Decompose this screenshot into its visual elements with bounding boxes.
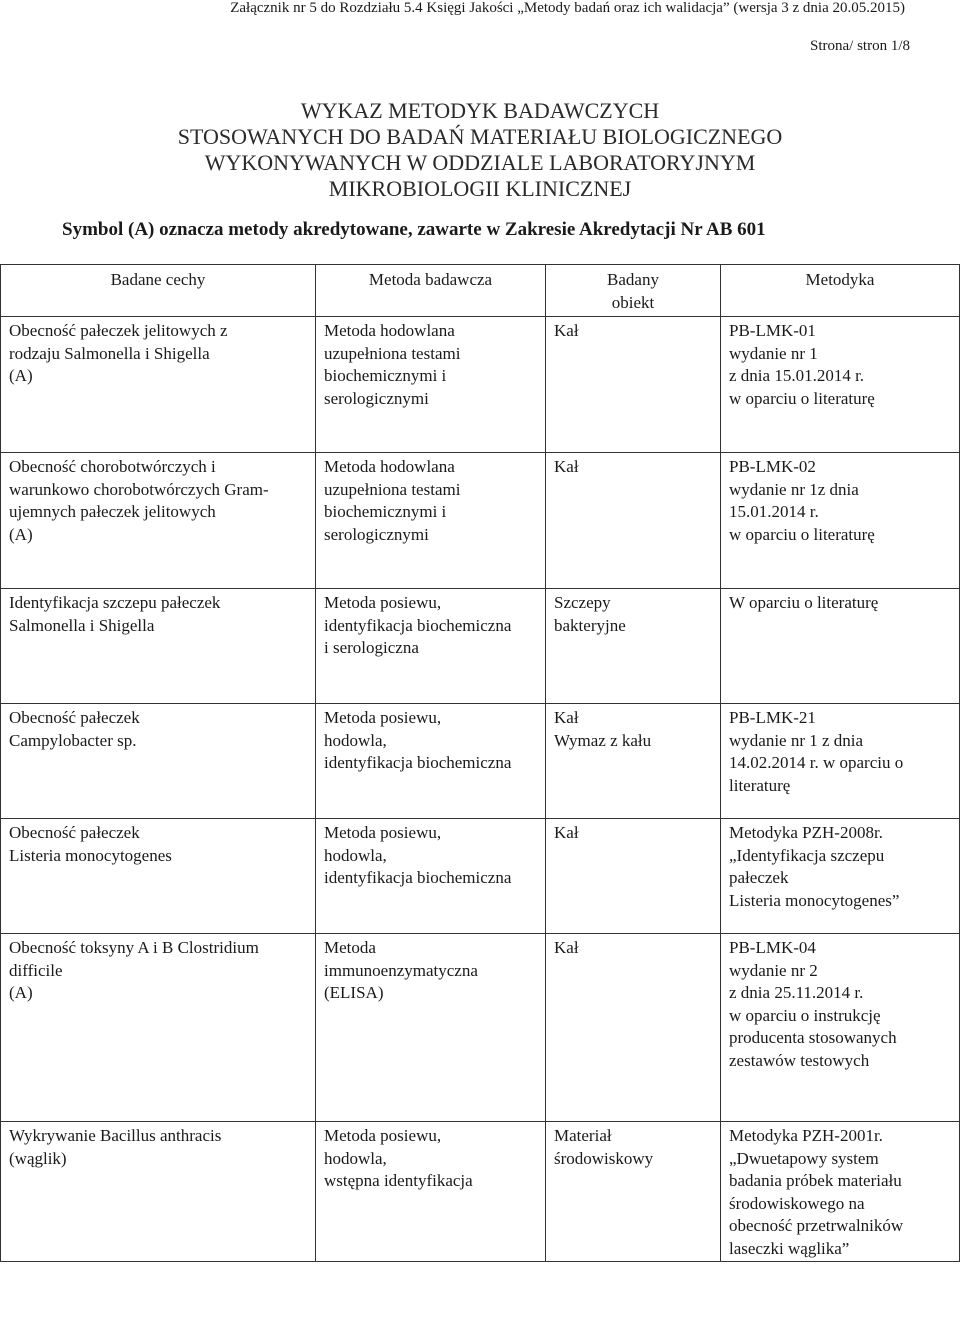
cell-text-line: z dnia 15.01.2014 r. xyxy=(729,366,865,385)
cell-text-line: środowiskowego na xyxy=(729,1193,865,1213)
cell-method xyxy=(316,934,546,1122)
cell-text-line: identyfikacja biochemiczna xyxy=(324,868,512,887)
cell-method xyxy=(316,317,546,453)
cell-text-line: ujemnych pałeczek jelitowych xyxy=(9,502,216,521)
cell-text-line: rodzaju Salmonella i Shigella xyxy=(9,343,210,363)
cell-methodology xyxy=(721,819,960,934)
cell-text-line: zestawów testowych xyxy=(729,1050,870,1070)
title-line: WYKONYWANYCH W ODDZIALE LABORATORYJNYM xyxy=(204,150,756,175)
cell-text-line: w oparciu o literaturę xyxy=(729,524,875,544)
cell-text-line: uzupełniona testami xyxy=(324,479,461,499)
cell-text-line: badania próbek materiału xyxy=(729,1171,902,1190)
accreditation-note: Symbol (A) oznacza metody akredytowane, zawarte w Zakresie Akredytacji Nr AB 601 xyxy=(62,219,766,240)
header-metodyka xyxy=(721,265,960,317)
cell-text-line: literaturę xyxy=(729,775,791,795)
cell-text-line: laseczki wąglika” xyxy=(729,1238,850,1258)
cell-text-line: obecność przetrwalników xyxy=(729,1216,904,1235)
cell-text-line: z dnia 25.11.2014 r. xyxy=(729,983,864,1002)
cell-text-line: Metoda xyxy=(324,938,376,957)
cell-text-line: 15.01.2014 r. xyxy=(729,502,819,521)
document-header: Załącznik nr 5 do Rozdziału 5.4 Księgi Jakości „Metody badań oraz ich walidacja” (wersja 3 z dnia 20.05.2015) xyxy=(230,0,905,16)
cell-text-line: hodowla, xyxy=(324,730,387,750)
cell-feature xyxy=(1,589,316,704)
cell-text-line: Wymaz z kału xyxy=(554,730,652,750)
cell-text-line: hodowla, xyxy=(324,1148,387,1168)
cell-text-line: Identyfikacja szczepu pałeczek xyxy=(9,593,221,612)
cell-text-line: biochemicznymi i xyxy=(324,366,447,385)
header-text: Badany xyxy=(607,270,659,289)
cell-text-line: Listeria monocytogenes” xyxy=(729,890,900,910)
cell-text-line: Listeria monocytogenes xyxy=(9,845,172,865)
table-body xyxy=(1,317,960,1262)
page-number: Strona/ stron 1/8 xyxy=(810,38,910,54)
cell-object xyxy=(546,317,721,453)
cell-method xyxy=(316,704,546,819)
table-row xyxy=(1,819,960,934)
cell-text-line: Metoda posiewu, xyxy=(324,823,442,842)
cell-text-line: Kał xyxy=(554,708,579,727)
cell-text-line: Campylobacter sp. xyxy=(9,730,137,750)
cell-text-line: wstępna identyfikacja xyxy=(324,1171,473,1190)
cell-text-line: bakteryjne xyxy=(554,615,626,635)
header-badane-cechy xyxy=(1,265,316,317)
cell-text-line: wydanie nr 1 xyxy=(729,343,818,363)
cell-text-line: wydanie nr 1z dnia xyxy=(729,479,859,499)
cell-text-line: Metoda hodowlana xyxy=(324,321,455,340)
cell-text-line: środowiskowy xyxy=(554,1148,654,1168)
cell-text-line: uzupełniona testami xyxy=(324,343,461,363)
header-badany-obiekt xyxy=(546,265,721,317)
cell-text-line: Obecność toksyny A i B Clostridium xyxy=(9,938,259,957)
header-text: Metodyka xyxy=(805,270,875,289)
cell-methodology xyxy=(721,1122,960,1262)
cell-object xyxy=(546,1122,721,1262)
table-row xyxy=(1,453,960,589)
cell-text-line: Metoda posiewu, xyxy=(324,708,442,727)
cell-object xyxy=(546,819,721,934)
cell-text-line: Kał xyxy=(554,321,579,340)
cell-feature xyxy=(1,317,316,453)
cell-text-line: Szczepy xyxy=(554,593,611,612)
cell-text-line: serologicznymi xyxy=(324,388,429,408)
header-metoda-badawcza xyxy=(316,265,546,317)
cell-object xyxy=(546,589,721,704)
cell-text-line: Obecność chorobotwórczych i xyxy=(9,457,216,476)
cell-feature xyxy=(1,453,316,589)
cell-method xyxy=(316,1122,546,1262)
methods-table xyxy=(0,264,960,1262)
cell-text-line: identyfikacja biochemiczna xyxy=(324,753,512,772)
cell-method xyxy=(316,453,546,589)
cell-text-line: PB-LMK-01 xyxy=(729,321,816,340)
header-text: obiekt xyxy=(611,292,655,312)
cell-text-line: Metodyka PZH-2001r. xyxy=(729,1126,883,1145)
cell-text-line: immunoenzymatyczna xyxy=(324,960,478,980)
cell-feature xyxy=(1,704,316,819)
cell-text-line: 14.02.2014 r. w oparciu o xyxy=(729,753,904,772)
table-row xyxy=(1,317,960,453)
cell-text-line: (A) xyxy=(9,983,33,1002)
cell-text-line: Kał xyxy=(554,823,579,842)
cell-object xyxy=(546,453,721,589)
table-row xyxy=(1,934,960,1122)
cell-methodology xyxy=(721,317,960,453)
cell-text-line: hodowla, xyxy=(324,845,387,865)
cell-feature xyxy=(1,1122,316,1262)
title-line: MIKROBIOLOGII KLINICZNEJ xyxy=(328,176,632,201)
cell-text-line: Metodyka PZH-2008r. xyxy=(729,823,883,842)
cell-object xyxy=(546,704,721,819)
table-row xyxy=(1,589,960,704)
cell-method xyxy=(316,819,546,934)
cell-methodology xyxy=(721,704,960,819)
cell-text-line: (A) xyxy=(9,366,33,385)
cell-text-line: Metoda hodowlana xyxy=(324,457,455,476)
cell-text-line: PB-LMK-02 xyxy=(729,457,816,476)
cell-text-line: warunkowo chorobotwórczych Gram- xyxy=(9,479,269,499)
cell-text-line: difficile xyxy=(9,960,63,980)
document-title xyxy=(0,98,960,202)
title-line: WYKAZ METODYK BADAWCZYCH xyxy=(300,98,660,123)
cell-text-line: Salmonella i Shigella xyxy=(9,615,155,635)
cell-text-line: wydanie nr 1 z dnia xyxy=(729,730,864,750)
cell-text-line: w oparciu o literaturę xyxy=(729,388,875,408)
cell-text-line: Kał xyxy=(554,457,579,476)
cell-text-line: wydanie nr 2 xyxy=(729,960,818,980)
cell-text-line: (ELISA) xyxy=(324,983,384,1002)
header-text: Badane cechy xyxy=(110,270,206,289)
cell-feature xyxy=(1,819,316,934)
table-row xyxy=(1,704,960,819)
cell-text-line: Wykrywanie Bacillus anthracis xyxy=(9,1126,222,1145)
cell-text-line: Obecność pałeczek xyxy=(9,708,140,727)
cell-text-line: pałeczek xyxy=(729,868,789,887)
cell-text-line: Materiał xyxy=(554,1126,612,1145)
cell-text-line: (wąglik) xyxy=(9,1148,67,1168)
cell-methodology xyxy=(721,589,960,704)
cell-text-line: biochemicznymi i xyxy=(324,502,447,521)
cell-method xyxy=(316,589,546,704)
cell-methodology xyxy=(721,934,960,1122)
cell-text-line: Obecność pałeczek jelitowych z xyxy=(9,321,228,340)
cell-text-line: w oparciu o instrukcję xyxy=(729,1005,881,1025)
cell-text-line: „Identyfikacja szczepu xyxy=(729,845,885,865)
table-row xyxy=(1,1122,960,1262)
cell-object xyxy=(546,934,721,1122)
cell-text-line: serologicznymi xyxy=(324,524,429,544)
cell-text-line: producenta stosowanych xyxy=(729,1028,897,1047)
cell-text-line: PB-LMK-21 xyxy=(729,708,816,727)
cell-text-line: Kał xyxy=(554,938,579,957)
cell-methodology xyxy=(721,453,960,589)
cell-text-line: identyfikacja biochemiczna xyxy=(324,615,512,635)
cell-text-line: (A) xyxy=(9,524,33,544)
title-line: STOSOWANYCH DO BADAŃ MATERIAŁU BIOLOGICZNEGO xyxy=(177,124,783,149)
cell-text-line: PB-LMK-04 xyxy=(729,938,816,957)
cell-text-line: „Dwuetapowy system xyxy=(729,1148,879,1168)
cell-text-line: W oparciu o literaturę xyxy=(729,593,879,612)
table-header-row xyxy=(1,265,960,317)
cell-text-line: Metoda posiewu, xyxy=(324,1126,442,1145)
header-text: Metoda badawcza xyxy=(368,270,493,289)
cell-text-line: i serologiczna xyxy=(324,638,419,657)
cell-text-line: Metoda posiewu, xyxy=(324,593,442,612)
cell-feature xyxy=(1,934,316,1122)
cell-text-line: Obecność pałeczek xyxy=(9,823,140,842)
